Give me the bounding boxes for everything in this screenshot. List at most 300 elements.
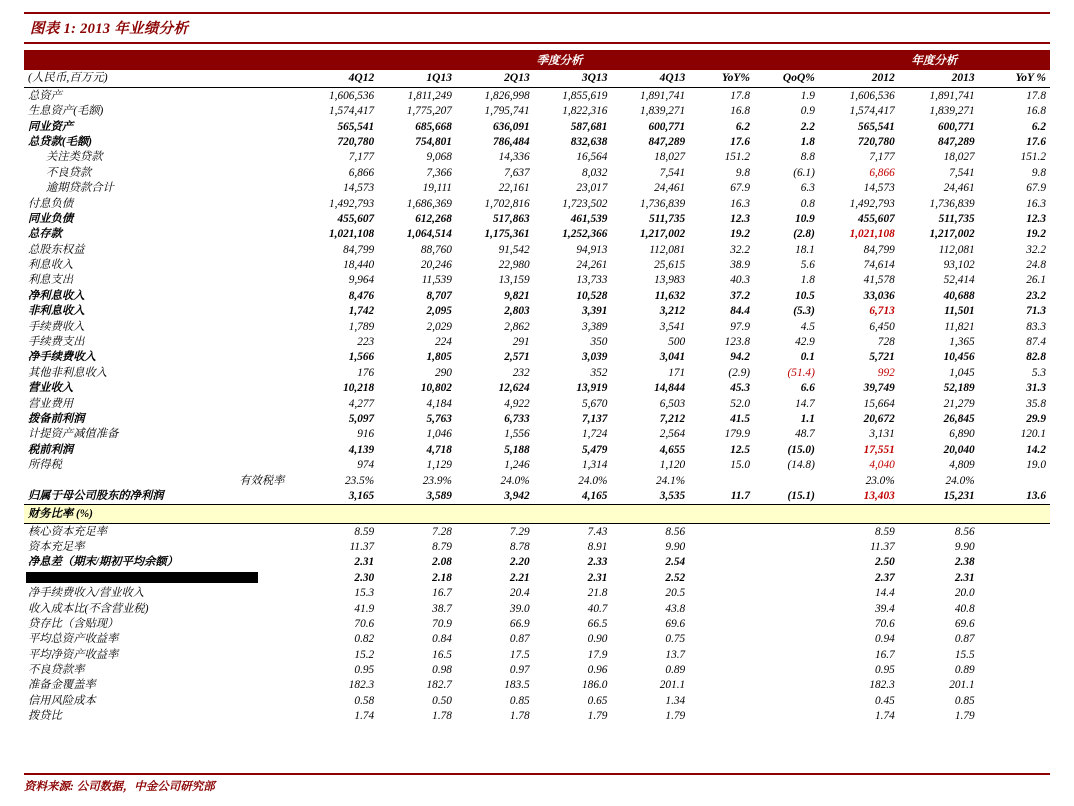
cell-value: [979, 570, 1050, 585]
cell-value: 15,231: [943, 489, 975, 502]
cell-value: [689, 693, 754, 708]
cell-value: [754, 539, 819, 554]
cell-value: 16.7: [874, 648, 895, 661]
cell-value: [754, 693, 819, 708]
cell-value: 23,017: [576, 182, 608, 195]
cell-value: 24.0%: [578, 474, 608, 487]
cell-value: 9,821: [504, 289, 530, 302]
cell-value: 1,217,002: [640, 228, 686, 241]
cell-value: 43.8: [665, 602, 686, 615]
cell-value: 7.28: [432, 525, 452, 538]
row-label: 关注类贷款: [46, 151, 103, 164]
cell-value: 8,032: [582, 166, 608, 179]
cell-value: 1,556: [504, 428, 530, 441]
cell-value: 8.56: [665, 525, 686, 538]
cell-value: 2.18: [432, 571, 452, 584]
row-label: 总资产: [28, 89, 62, 102]
cell-value: 52,189: [943, 382, 975, 395]
cell-value: 94,913: [576, 243, 608, 256]
col-header-yoy-y: YoY %: [979, 70, 1050, 88]
cell-value: 201.1: [949, 679, 975, 692]
cell-value: 42.9: [795, 336, 815, 349]
cell-value: 41,578: [863, 274, 895, 287]
cell-value: 26.1: [1026, 274, 1046, 287]
cell-value: 2.31: [954, 571, 975, 584]
cell-value: 7,366: [426, 166, 452, 179]
row-label: 利息支出: [28, 274, 74, 287]
cell-value: 974: [357, 459, 375, 472]
cell-value: 70.6: [354, 617, 375, 630]
cell-value: 14,573: [343, 182, 375, 195]
cell-value: 0.89: [954, 664, 975, 677]
table-row: [24, 304, 1050, 319]
cell-value: 24,461: [654, 182, 686, 195]
cell-value: 9.8: [735, 166, 750, 179]
table-body: [24, 70, 1050, 724]
cell-value: 11,632: [654, 289, 686, 302]
cell-value: 13,919: [576, 382, 608, 395]
cell-value: 1,175,361: [484, 228, 530, 241]
col-header-4q12: 4Q12: [300, 70, 378, 88]
table-row: [24, 458, 1050, 473]
cell-value: 2.31: [587, 571, 608, 584]
cell-value: 32.2: [1026, 243, 1046, 256]
cell-value: 7,137: [582, 413, 608, 425]
cell-value: 84,799: [863, 243, 895, 256]
cell-value: 7,212: [659, 413, 686, 425]
cell-value: 720,780: [337, 135, 375, 148]
cell-value: 5,479: [582, 443, 608, 456]
cell-value: 66.9: [509, 617, 530, 630]
cell-value: 13.7: [665, 648, 686, 661]
cell-value: 2.37: [874, 571, 895, 584]
cell-value: 39,749: [863, 382, 895, 395]
cell-value: 12.3: [1026, 212, 1046, 225]
table-row: [24, 258, 1050, 273]
cell-value: 10.9: [795, 212, 815, 225]
cell-value: 8,476: [348, 289, 375, 302]
cell-value: 0.89: [665, 664, 686, 677]
row-label: 其他非利息收入: [28, 366, 108, 379]
cell-value: 182.3: [348, 679, 375, 692]
col-header-qoq: QoQ%: [754, 70, 819, 88]
cell-value: 186.0: [582, 679, 608, 692]
table-row: [24, 104, 1050, 119]
table-row: [24, 88, 1050, 104]
cell-value: 1,252,366: [562, 228, 608, 241]
cell-value: 15.5: [954, 648, 975, 661]
cell-value: 23.5%: [345, 474, 375, 487]
cell-value: 3,041: [659, 351, 686, 364]
table-row: [24, 134, 1050, 149]
col-header-2q13: 2Q13: [456, 70, 534, 88]
cell-value: [979, 662, 1050, 677]
cell-value: (6.1): [793, 166, 815, 179]
row-label: 信用风险成本: [28, 694, 96, 707]
row-label: 总贷款(毛额): [28, 135, 93, 148]
cell-value: 71.3: [1026, 305, 1046, 318]
cell-value: 9,068: [426, 151, 452, 164]
cell-value: 1,217,002: [929, 228, 975, 241]
row-label: 同业负债: [28, 212, 74, 225]
cell-value: 11,539: [421, 274, 452, 287]
cell-value: 1.9: [800, 89, 815, 102]
cell-value: 612,268: [415, 212, 452, 225]
cell-value: 24.1%: [656, 474, 686, 487]
cell-value: 2.30: [354, 571, 375, 584]
group-header-blank: [24, 50, 300, 70]
cell-value: 6,733: [504, 413, 530, 425]
cell-value: 10,456: [943, 351, 975, 364]
cell-value: 24.0%: [945, 474, 975, 487]
cell-value: [689, 539, 754, 554]
cell-value: 8.78: [509, 540, 530, 553]
table-row: [24, 442, 1050, 457]
source-note: 资料来源: 公司数据，中金公司研究部: [24, 773, 1050, 794]
cell-value: [689, 647, 754, 662]
cell-value: 67.9: [1026, 182, 1046, 195]
cell-value: 1,492,793: [849, 197, 895, 210]
cell-value: 4,165: [582, 489, 608, 502]
cell-value: 2.31: [354, 556, 375, 569]
cell-value: 40.8: [954, 602, 975, 615]
cell-value: 1.79: [587, 710, 608, 723]
unit-label: (人民币,百万元): [24, 70, 300, 88]
cell-value: [754, 473, 819, 488]
cell-value: 1,046: [426, 428, 452, 441]
cell-value: 19.0: [1026, 459, 1046, 472]
cell-value: 11,501: [944, 305, 975, 318]
cell-value: 151.2: [1020, 151, 1046, 164]
table-row: [24, 709, 1050, 724]
cell-value: 1,724: [582, 428, 608, 441]
row-label: 付息负债: [28, 197, 74, 210]
table-row: [24, 334, 1050, 349]
cell-value: 182.7: [426, 679, 452, 692]
figure-title-bar: [24, 12, 1050, 44]
table-row: [24, 181, 1050, 196]
cell-value: 84.4: [730, 305, 750, 318]
row-label: 计提资产减值准备: [28, 428, 119, 441]
row-label: 平均总资产收益率: [28, 633, 119, 646]
cell-value: 1,021,108: [329, 228, 375, 241]
cell-value: 1,891,741: [640, 89, 686, 102]
cell-value: [979, 523, 1050, 539]
cell-value: [979, 539, 1050, 554]
cell-value: 461,539: [570, 212, 608, 225]
cell-value: 10.5: [795, 289, 815, 302]
cell-value: 2.33: [587, 556, 608, 569]
cell-value: (15.0): [787, 443, 815, 456]
row-label: 有效税率: [239, 474, 285, 487]
cell-value: 3,589: [426, 489, 452, 502]
cell-value: 223: [357, 336, 375, 349]
table-row: [24, 396, 1050, 411]
cell-value: 0.50: [432, 694, 452, 707]
section-title-ratios: 财务比率 (%): [24, 504, 1050, 523]
cell-value: 916: [357, 428, 375, 441]
cell-value: (15.1): [787, 489, 815, 502]
cell-value: 1,795,741: [484, 105, 530, 118]
cell-value: 6.2: [1031, 120, 1046, 133]
cell-value: 1,742: [348, 305, 375, 318]
group-header-annual: 年度分析: [819, 50, 1050, 70]
cell-value: 511,735: [938, 212, 975, 225]
cell-value: 20.0: [954, 587, 975, 600]
cell-value: 13,733: [576, 274, 608, 287]
cell-value: 11.37: [349, 540, 375, 553]
cell-value: 0.65: [587, 694, 608, 707]
table-row: [24, 381, 1050, 396]
table-row: [24, 319, 1050, 334]
cell-value: 1,891,741: [929, 89, 975, 102]
cell-value: [754, 647, 819, 662]
cell-value: 4,922: [504, 397, 530, 410]
table-row: [24, 150, 1050, 165]
cell-value: 2.50: [874, 556, 895, 569]
cell-value: 17,551: [863, 443, 895, 456]
cell-value: 17.6: [730, 135, 750, 148]
cell-value: 1,855,619: [562, 89, 608, 102]
page-title: 图表 1: 2013 年业绩分析: [30, 21, 189, 37]
cell-value: 22,161: [498, 182, 530, 195]
cell-value: 5,721: [869, 351, 895, 364]
cell-value: 22,980: [498, 259, 530, 272]
row-label: 利息收入: [28, 259, 74, 272]
cell-value: 87.4: [1026, 336, 1046, 349]
cell-value: 8.79: [432, 540, 452, 553]
cell-value: 1,045: [949, 366, 975, 379]
cell-value: 17.6: [1026, 135, 1046, 148]
row-label: 不良贷款: [46, 166, 92, 179]
cell-value: 69.6: [665, 617, 686, 630]
cell-value: 16.5: [432, 648, 452, 661]
cell-value: 9.8: [1031, 166, 1046, 179]
cell-value: [979, 632, 1050, 647]
cell-value: [754, 570, 819, 585]
cell-value: 83.3: [1026, 320, 1046, 333]
table-row: [24, 273, 1050, 288]
cell-value: 1,365: [949, 336, 975, 349]
cell-value: 38.9: [730, 259, 750, 272]
cell-value: 1.8: [800, 135, 815, 148]
cell-value: 179.9: [724, 428, 750, 441]
cell-value: 1,021,108: [849, 228, 895, 241]
cell-value: 40.3: [730, 274, 750, 287]
cell-value: 2,095: [426, 305, 452, 318]
row-label: 拨贷比: [28, 710, 62, 723]
cell-value: 565,541: [337, 120, 375, 133]
table-row: [24, 678, 1050, 693]
cell-value: [979, 586, 1050, 601]
cell-value: 112,081: [938, 243, 975, 256]
cell-value: 25,615: [654, 259, 686, 272]
table-row: [24, 196, 1050, 211]
row-label: 准备金覆盖率: [28, 679, 96, 692]
column-header-row: [24, 70, 1050, 88]
cell-value: 0.58: [354, 694, 375, 707]
cell-value: 97.9: [730, 320, 750, 333]
cell-value: 5,763: [426, 413, 452, 425]
cell-value: 1,839,271: [929, 105, 975, 118]
cell-value: 0.87: [954, 633, 975, 646]
col-header-4q13: 4Q13: [611, 70, 689, 88]
cell-value: 1.74: [874, 710, 895, 723]
cell-value: 67.9: [730, 182, 750, 195]
cell-value: 500: [668, 336, 686, 349]
table-row: [24, 288, 1050, 303]
cell-value: 182.3: [869, 679, 895, 692]
cell-value: 17.8: [730, 89, 750, 102]
cell-value: 4,040: [869, 459, 895, 472]
cell-value: 16,564: [576, 151, 608, 164]
col-header-1q13: 1Q13: [378, 70, 456, 88]
cell-value: 16.7: [432, 587, 452, 600]
cell-value: 2,029: [426, 320, 452, 333]
cell-value: 5,670: [582, 397, 608, 410]
cell-value: 1,736,839: [929, 197, 975, 210]
cell-value: 754,801: [415, 135, 452, 148]
row-label: 贷存比（含贴现）: [28, 617, 119, 630]
cell-value: 6,713: [869, 305, 895, 318]
cell-value: [754, 678, 819, 693]
cell-value: 20,672: [863, 413, 895, 425]
cell-value: 2.38: [954, 556, 975, 569]
cell-value: [754, 709, 819, 724]
cell-value: 11.37: [870, 540, 895, 553]
table-row: [24, 473, 1050, 488]
table-row: [24, 586, 1050, 601]
group-header-quarter: 季度分析: [300, 50, 818, 70]
cell-value: 720,780: [858, 135, 895, 148]
cell-value: 14.7: [795, 397, 815, 410]
cell-value: [754, 632, 819, 647]
cell-value: 82.8: [1026, 351, 1046, 364]
cell-value: 0.1: [800, 351, 815, 364]
cell-value: 18,027: [943, 151, 975, 164]
cell-value: 20,040: [943, 443, 975, 456]
col-header-2012: 2012: [819, 70, 899, 88]
cell-value: 6.6: [800, 382, 815, 395]
table-row: [24, 411, 1050, 426]
table-row: [24, 211, 1050, 226]
cell-value: 455,607: [858, 212, 895, 225]
table-row: [24, 616, 1050, 631]
cell-value: 2.2: [800, 120, 815, 133]
cell-value: 52,414: [943, 274, 975, 287]
cell-value: 26,845: [943, 413, 975, 425]
cell-value: 17.8: [1026, 89, 1046, 102]
cell-value: 7,637: [504, 166, 530, 179]
cell-value: [979, 473, 1050, 488]
cell-value: 1,723,502: [562, 197, 608, 210]
cell-value: 9,964: [348, 274, 375, 287]
cell-value: 18,027: [654, 151, 686, 164]
cell-value: 6,866: [348, 166, 375, 179]
cell-value: 685,668: [415, 120, 452, 133]
table-row: [24, 662, 1050, 677]
table-row: [24, 119, 1050, 134]
cell-value: 6,503: [659, 397, 686, 410]
cell-value: [689, 473, 754, 488]
cell-value: 1.78: [509, 710, 530, 723]
cell-value: 1,805: [426, 351, 452, 364]
cell-value: 3,131: [869, 428, 895, 441]
cell-value: 10,802: [420, 382, 452, 395]
cell-value: 1,120: [659, 459, 686, 472]
table-row: [24, 632, 1050, 647]
cell-value: 52.0: [730, 397, 750, 410]
group-header-row: [24, 50, 1050, 70]
cell-value: [689, 678, 754, 693]
table-row: [24, 523, 1050, 539]
cell-value: 8.59: [354, 525, 375, 538]
cell-value: 832,638: [570, 135, 608, 148]
cell-value: 37.2: [730, 289, 750, 302]
cell-value: 1.79: [665, 710, 686, 723]
cell-value: 2,862: [504, 320, 530, 333]
cell-value: 94.2: [730, 351, 750, 364]
cell-value: 4,718: [426, 443, 452, 456]
cell-value: 0.8: [800, 197, 815, 210]
row-label: 净息差（期末/期初平均余额）: [28, 556, 178, 569]
cell-value: 600,771: [937, 120, 975, 133]
cell-value: 3,389: [582, 320, 608, 333]
cell-value: 0.84: [432, 633, 452, 646]
cell-value: 2,571: [504, 351, 530, 364]
cell-value: 74,614: [863, 259, 895, 272]
cell-value: 29.9: [1026, 413, 1046, 425]
cell-value: 1,606,536: [329, 89, 375, 102]
cell-value: 15.0: [730, 459, 750, 472]
cell-value: 1,826,998: [484, 89, 530, 102]
cell-value: 1,314: [582, 459, 608, 472]
cell-value: 2,564: [659, 428, 686, 441]
cell-value: 0.98: [432, 664, 452, 677]
cell-value: 13,159: [498, 274, 530, 287]
row-label: 不良贷款率: [28, 664, 85, 677]
cell-value: 14.4: [874, 587, 895, 600]
table-head: [24, 50, 1050, 70]
cell-value: [754, 601, 819, 616]
table-row: [24, 539, 1050, 554]
cell-value: 20.4: [509, 587, 530, 600]
cell-value: (2.8): [793, 228, 815, 241]
cell-value: [689, 709, 754, 724]
cell-value: 0.87: [509, 633, 530, 646]
cell-value: 1,574,417: [329, 105, 375, 118]
cell-value: 0.95: [354, 664, 375, 677]
cell-value: 290: [435, 366, 452, 379]
cell-value: 16.3: [730, 197, 750, 210]
cell-value: 21,279: [943, 397, 975, 410]
cell-value: 16.8: [1026, 105, 1046, 118]
cell-value: 19,111: [422, 182, 452, 195]
cell-value: 24,261: [576, 259, 608, 272]
cell-value: 19.2: [730, 228, 750, 241]
cell-value: 23.2: [1026, 289, 1046, 302]
cell-value: 39.0: [509, 602, 530, 615]
cell-value: (14.8): [787, 459, 815, 472]
cell-value: 66.5: [587, 617, 608, 630]
cell-value: 1,064,514: [406, 228, 452, 241]
row-label: 逾期贷款合计: [46, 182, 114, 195]
cell-value: 18,440: [343, 259, 375, 272]
cell-value: 39.4: [874, 602, 895, 615]
cell-value: 1,822,316: [562, 105, 608, 118]
cell-value: 151.2: [724, 151, 750, 164]
cell-value: 3,165: [348, 489, 375, 502]
